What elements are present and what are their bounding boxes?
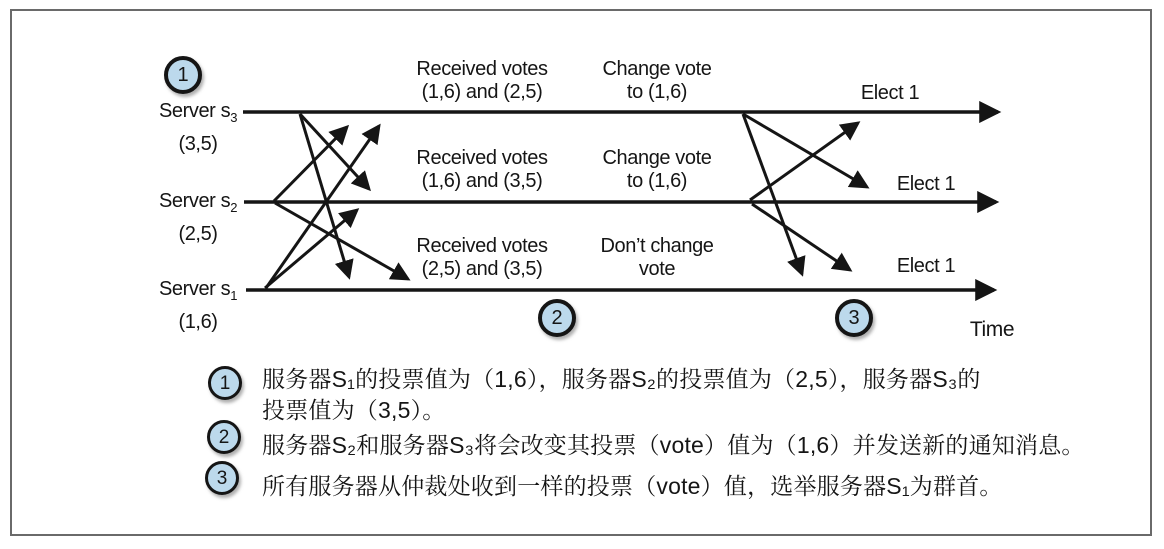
server-s2-vote: (2,5) <box>178 223 218 245</box>
step-1-marker: 1 <box>164 56 202 94</box>
server-s3-vote: (3,5) <box>178 133 218 155</box>
arrow-s2-to-s1 <box>275 203 408 279</box>
arrow-s3-to-s1-r2 <box>743 114 802 274</box>
time-axis-label: Time <box>969 318 1015 341</box>
note-3-text: 所有服务器从仲裁处收到一样的投票（vote）值，选举服务器S₁为群首。 <box>262 473 1003 499</box>
vote-message-arrows-round2 <box>743 114 867 274</box>
note-2-marker: 2 <box>207 420 241 454</box>
note-1-marker: 1 <box>208 366 242 400</box>
note-2-text: 服务器S₂和服务器S₃将会改变其投票（vote）值为（1,6）并发送新的通知消息。 <box>262 432 1085 458</box>
change-vote-s1: Don’t change vote <box>600 235 714 280</box>
step-2-marker: 2 <box>538 299 576 337</box>
step-3-marker: 3 <box>835 299 873 337</box>
server-s1-name: Server $s_1$ <box>158 278 238 303</box>
received-votes-s1: Received votes (2,5) and (3,5) <box>416 235 548 280</box>
server-s1-label <box>146 276 250 335</box>
server-s2-name: Server $s_2$ <box>158 190 238 215</box>
arrow-s2-to-s3-r2 <box>750 123 858 200</box>
elect-label-s1: Elect 1 <box>896 255 956 277</box>
elect-label-s3: Elect 1 <box>860 82 920 104</box>
arrow-s3-to-s2-r2 <box>743 114 867 187</box>
server-s1-vote: (1,6) <box>178 311 218 333</box>
note-3-marker: 3 <box>205 461 239 495</box>
change-vote-s3: Change vote to (1,6) <box>602 58 712 103</box>
server-s3-label <box>146 98 250 157</box>
elect-label-s2: Elect 1 <box>896 173 956 195</box>
received-votes-s3: Received votes (1,6) and (2,5) <box>416 58 548 103</box>
received-votes-s2: Received votes (1,6) and (3,5) <box>416 147 548 192</box>
server-s2-label <box>146 188 250 247</box>
arrow-s2-to-s1-r2 <box>752 204 850 270</box>
note-1-text: 服务器S₁的投票值为（1,6），服务器S₂的投票值为（2,5），服务器S₃的 投票值为（3,5）。 <box>262 366 981 423</box>
change-vote-s2: Change vote to (1,6) <box>602 147 712 192</box>
server-s3-name: Server $s_3$ <box>158 100 238 125</box>
